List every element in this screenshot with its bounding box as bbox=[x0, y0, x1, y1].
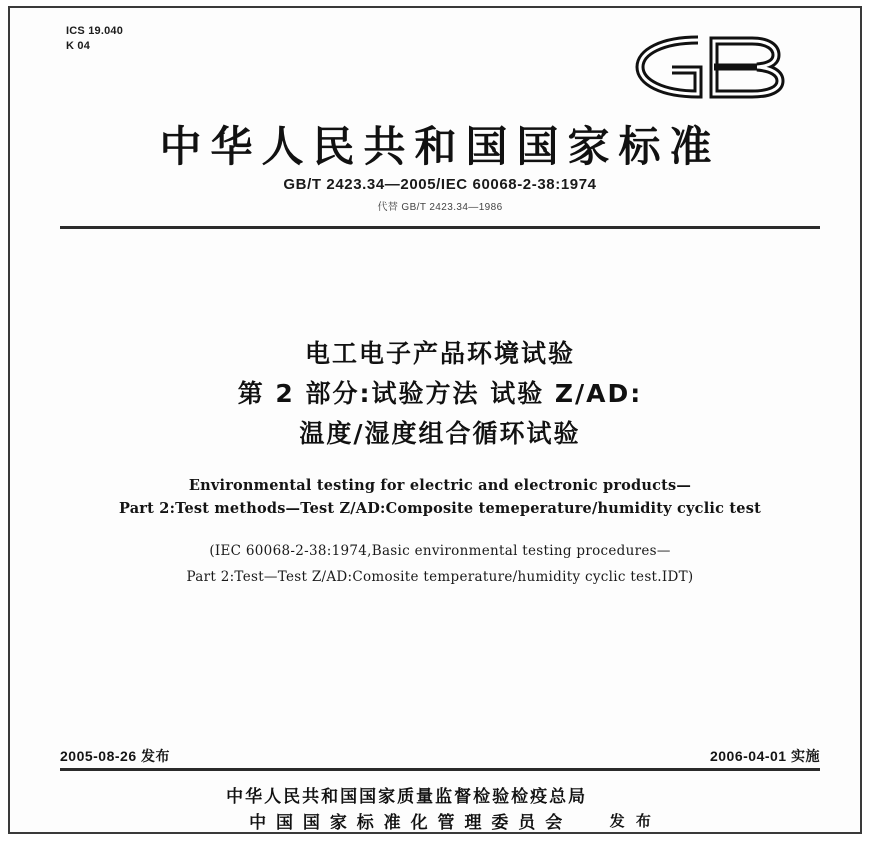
iec-equivalence-note bbox=[46, 538, 834, 590]
standard-replaces: 代替 GB/T 2423.34—1986 bbox=[377, 202, 503, 213]
national-standard-title: 中华人民共和国国家标准 bbox=[159, 122, 721, 171]
cover-content bbox=[46, 16, 834, 833]
document-title-en bbox=[46, 474, 834, 520]
scanned-sheet bbox=[8, 6, 862, 834]
divider-bottom bbox=[60, 768, 820, 771]
issuer-line-1: 中华人民共和国国家质量监督检验检疫总局 bbox=[226, 787, 588, 807]
issuing-authorities bbox=[46, 784, 834, 836]
issuer-line-2: 中 国 国 家 标 准 化 管 理 委 员 会 bbox=[249, 813, 565, 833]
issuer-names bbox=[226, 784, 587, 836]
title-cn-line-3: 温度/湿度组合循环试验 bbox=[299, 419, 581, 448]
title-cn-line-2: 第 2 部分:试验方法 试验 Z/AD: bbox=[237, 379, 643, 408]
standard-number: GB/T 2423.34—2005/IEC 60068-2-38:1974 bbox=[283, 176, 597, 193]
ics-classification bbox=[66, 24, 123, 54]
title-en-line-1: Environmental testing for electric and electronic products— bbox=[188, 477, 692, 494]
iec-note-line-1: (IEC 60068-2-38:1974,Basic environmental testing procedures— bbox=[209, 543, 671, 559]
document-title-cn bbox=[46, 334, 834, 454]
title-en-line-2: Part 2:Test methods—Test Z/AD:Composite temeperature/humidity cyclic test bbox=[118, 500, 761, 517]
ics-line-1: ICS 19.040 bbox=[66, 25, 124, 37]
gb-logo-icon bbox=[602, 30, 812, 104]
divider-top bbox=[60, 226, 820, 229]
date-row bbox=[60, 746, 820, 766]
issue-date: 2005-08-26 发布 bbox=[60, 748, 171, 764]
title-cn-line-1: 电工电子产品环境试验 bbox=[304, 339, 575, 368]
publish-label: 发 布 bbox=[609, 811, 654, 830]
iec-note-line-2: Part 2:Test—Test Z/AD:Comosite temperature/humidity cyclic test.IDT) bbox=[186, 569, 694, 585]
effective-date: 2006-04-01 实施 bbox=[709, 748, 820, 764]
ics-line-2: K 04 bbox=[66, 39, 91, 52]
